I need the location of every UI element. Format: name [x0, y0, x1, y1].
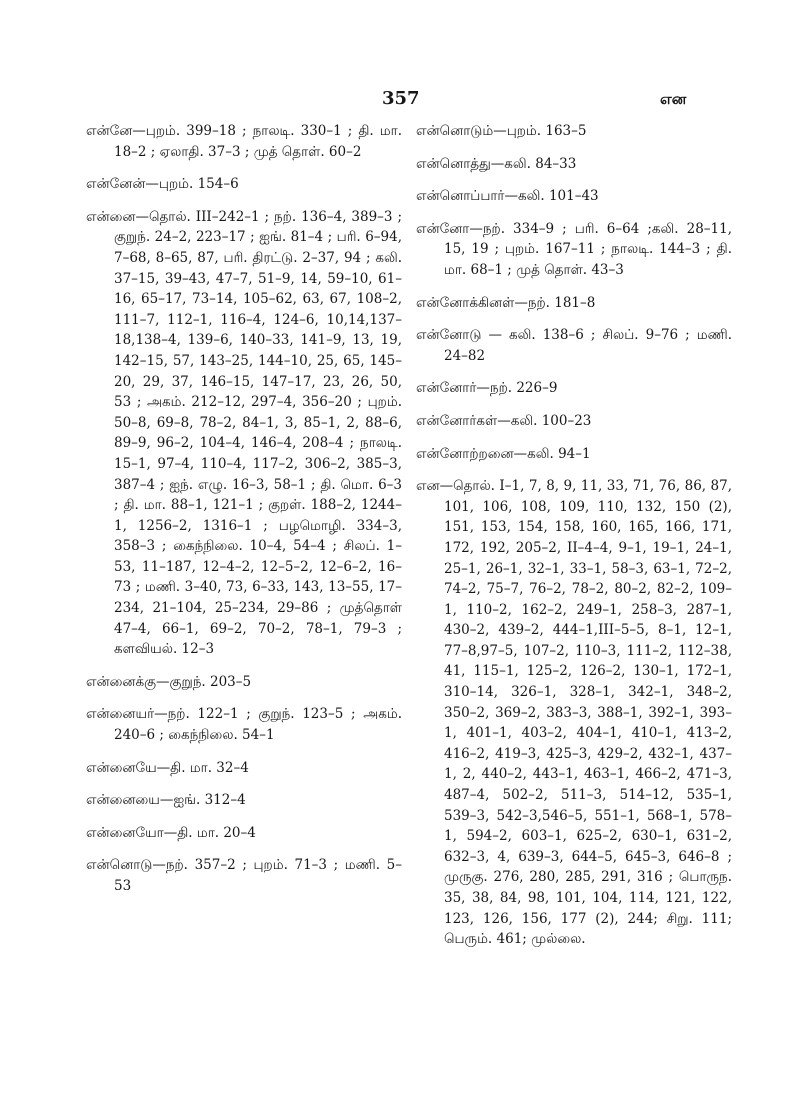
- running-head: என: [660, 90, 687, 108]
- index-entry: என்னை—தொல். III–242–1 ; நற். 136–4, 389–3 ; குறுந். 24–2, 223–17 ; ஐங். 81–4 ; பரி. 6–94, 7–68, 8–65, 87, பரி. திரட்டு. 2–37, 94 ; கலி. 37–15, 39–43, 47–7, 51–9, 14, 59–10, 61–16, 65–17, 73–14, 105–62, 63, 67, 108–2, 111–7, 112–1, 116–4, 124–6, 10,14,137–18,138–4, 139–6, 140–33, 141–9, 13, 19, 142–15, 57, 143–25, 144–10, 25, 65, 145–20, 29, 37, 146–15, 147–17, 23, 26, 50, 53 ; அகம். 212–12, 297–4, 356–20 ; புறம். 50–8, 69–8, 78–2, 84–1, 3, 85–1, 2, 88–6, 89–9, 96–2, 104–4, 146–4, 208–4 ; நாலடி. 15–1, 97–4, 110–4, 117–2, 306–2, 385–3, 387–4 ; ஐந். எழு. 16–3, 58–1 ; தி. மொ. 6–3 ; தி. மா. 88–1, 121–1 ; குறள். 188–2, 1244–1, 1256–2, 1316–1 ; பழமொழி. 334–3, 358–3 ; கைந்நிலை. 10–4, 54–4 ; சிலப். 1–53, 11–187, 12–4–2, 12–5–2, 12–6–2, 16–73 ; மணி. 3–40, 73, 6–33, 143, 13–55, 17–234, 21–104, 25–234, 29–86 ; முத்தொள் 47–4, 66–1, 69–2, 70–2, 78–1, 79–3 ; களவியல். 12–3: [86, 208, 402, 658]
- index-entry: என்னையை—ஐங். 312–4: [86, 792, 246, 809]
- index-entry: என்னோர்கள்—கலி. 100–23: [416, 412, 592, 429]
- index-entry: என்னையே—தி. மா. 32–4: [86, 759, 249, 776]
- index-entry: என்னொடு—நற். 357–2 ; புறம். 71–3 ; மணி. 5–53: [86, 857, 402, 894]
- index-entry: என்னே—புறம். 399–18 ; நாலடி. 330–1 ; தி. மா. 18–2 ; ஏலாதி. 37–3 ; முத் தொள். 60–2: [86, 123, 402, 160]
- index-entry: என—தொல். I–1, 7, 8, 9, 11, 33, 71, 76, 86, 87, 101, 106, 108, 109, 110, 132, 150 (2), 151, 153, 154, 158, 160, 165, 166, 171, 172, 192, 205–2, II–4–4, 9–1, 19–1, 24–1, 25–1, 26–1, 32–1, 33–1, 58–3, 63–1, 72–2, 74–2, 75–7, 76–2, 78–2, 80–2, 82–2, 109–1, 110–2, 162–2, 249–1, 258–3, 287–1, 430–2, 439–2, 444–1,III–5–5, 8–1, 12–1, 77–8,97–5, 107–2, 110–3, 111–2, 112–38, 41, 115–1, 125–2, 126–2, 130–1, 172–1, 310–14, 326–1, 328–1, 342–1, 348–2, 350–2, 369–2, 383–3, 388–1, 392–1, 393–1, 401–1, 403–2, 404–1, 410–1, 413–2, 416–2, 419–3, 425–3, 429–2, 432–1, 437–1, 2, 440–2, 443–1, 463–1, 466–2, 471–3, 487–4, 502–2, 511–3, 514–12, 535–1, 539–3, 542–3,546–5, 551–1, 568–1, 578–1, 594–2, 603–1, 625–2, 630–1, 631–2, 632–3, 4, 639–3, 644–5, 645–3, 646–8 ; முருகு. 276, 280, 285, 291, 316 ; பொருந. 35, 38, 84, 98, 101, 104, 114, 121, 122, 123, 126, 156, 177 (2), 244; சிறு. 111; பெரும். 461; முல்லை.: [416, 478, 732, 948]
- index-entry: என்னோற்றனை—கலி. 94–1: [416, 445, 591, 462]
- index-entry: என்னொடும்—புறம். 163–5: [416, 123, 587, 139]
- index-entry: என்னொத்து—கலி. 84–33: [416, 155, 577, 172]
- index-entry: என்னைக்கு—குறுந். 203–5: [86, 673, 252, 690]
- index-entry: என்னொப்பார்—கலி. 101–43: [416, 188, 599, 205]
- index-entry: என்னேன்—புறம். 154–6: [86, 176, 239, 193]
- index-entry: என்னையர்—நற். 122–1 ; குறுந். 123–5 ; அகம். 240–6 ; கைந்நிலை. 54–1: [86, 706, 402, 744]
- index-entry: என்னோர்—நற். 226–9: [416, 380, 558, 397]
- index-entry: என்னோடு — கலி. 138–6 ; சிலப். 9–76 ; மணி. 24–82: [416, 327, 732, 364]
- left-column: [86, 121, 402, 909]
- index-entry: என்னையோ—தி. மா. 20–4: [86, 824, 256, 841]
- right-column: [416, 121, 732, 962]
- page-number: 357: [382, 88, 420, 109]
- index-entry: என்னோ—நற். 334–9 ; பரி. 6–64 ;கலி. 28–11, 15, 19 ; புறம். 167–11 ; நாலடி. 144–3 ; தி. மா. 68–1 ; முத் தொள். 43–3: [416, 220, 732, 278]
- index-entry: என்னோக்கினள்—நற். 181–8: [416, 294, 596, 311]
